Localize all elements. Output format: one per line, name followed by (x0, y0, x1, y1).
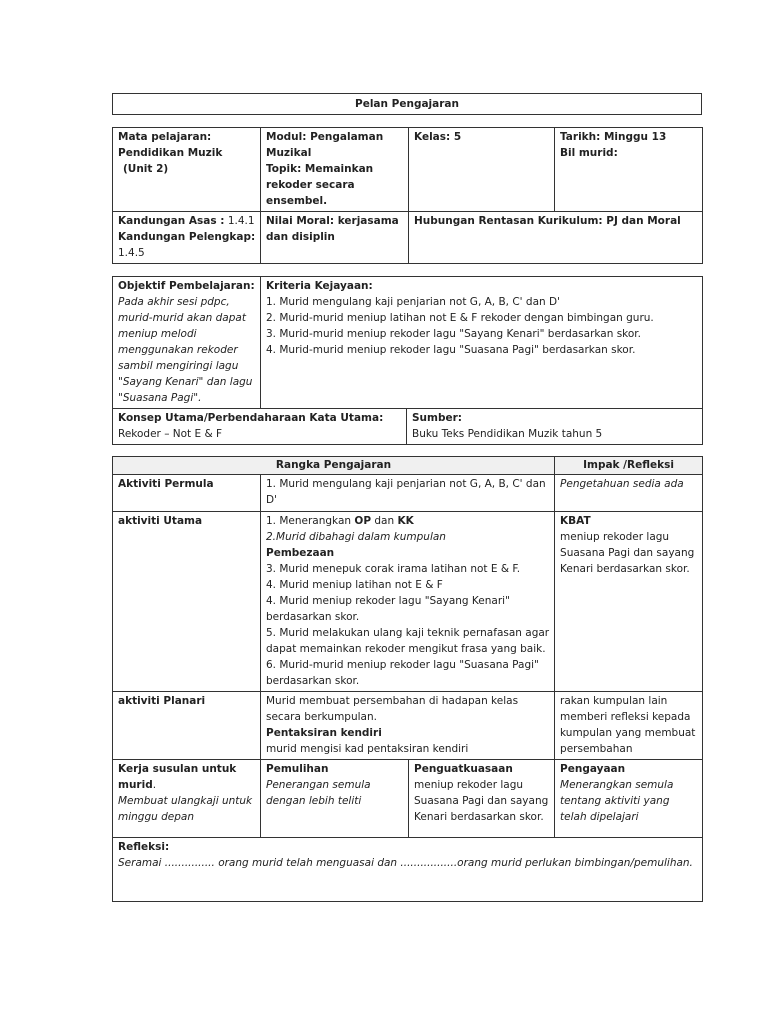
main-activity-cell (261, 512, 555, 692)
criteria-cell (261, 277, 703, 409)
kbat-label: KBAT (560, 515, 591, 527)
module: Modul: Pengalaman Muzikal (266, 131, 384, 159)
main-activity-label: aktiviti Utama (113, 512, 261, 692)
criteria-item: 3. Murid-murid meniup rekoder lagu "Sayang Kenari" berdasarkan skor. (266, 328, 642, 340)
concept-value: Rekoder – Not E & F (118, 428, 223, 440)
outline-header: Rangka Pengajaran (113, 457, 555, 475)
follow-up-label-post: . (152, 779, 157, 791)
teaching-outline-table (112, 456, 703, 902)
main-line2: 2.Murid dibahagi dalam kumpulan (266, 531, 446, 543)
date-cell (555, 128, 703, 212)
complementary-content-value: 1.4.5 (118, 247, 145, 259)
starter-text: 1. Murid mengulang kaji penjarian not G, A, B, C' dan D' (261, 475, 555, 512)
reinforcement-label: Penguatkuasaan (414, 763, 513, 775)
remedial-label: Pemulihan (266, 763, 329, 775)
main-line7: 6. Murid-murid meniup rekoder lagu "Suasana Pagi" berdasarkan skor. (266, 659, 539, 687)
follow-up-label-bold: murid (118, 779, 153, 791)
main-line1-mid: dan (371, 515, 398, 527)
kbat-text: meniup rekoder lagu Suasana Pagi dan sayang Kenari berdasarkan skor. (560, 531, 695, 575)
moral-value: Nilai Moral: kerjasama dan disiplin (266, 215, 399, 243)
follow-up-cell (113, 760, 261, 838)
subject-cell (113, 128, 261, 212)
main-line4: 4. Murid meniup latihan not E & F (266, 579, 443, 591)
objective-text: Pada akhir sesi pdpc, murid-murid akan dapat meniup melodi menggunakan rekoder sambil mengiringi lagu "Sayang Kenari" dan lagu "Suasana Pagi". (118, 296, 253, 404)
class-cell (409, 128, 555, 212)
basic-content-label: Kandungan Asas : (118, 215, 225, 227)
remedial-cell (261, 760, 409, 838)
cross-curriculum: Hubungan Rentasan Kurikulum: PJ dan Moral (414, 215, 681, 227)
starter-impact: Pengetahuan sedia ada (555, 475, 703, 512)
subject-value: Pendidikan Muzik (118, 147, 223, 159)
cross-curriculum-cell (409, 212, 703, 264)
starter-label: Aktiviti Permula (113, 475, 261, 512)
source-cell (407, 409, 703, 445)
topic: Topik: Memainkan rekoder secara ensembel. (266, 163, 374, 207)
date: Tarikh: Minggu 13 (560, 131, 667, 143)
main-line1-op: OP (354, 515, 372, 527)
reflection-label: Refleksi: (118, 841, 170, 853)
page-title: Pelan Pengajaran (113, 94, 702, 115)
main-line1-kk: KK (397, 515, 414, 527)
source-label: Sumber: (412, 412, 462, 424)
closing-activity-label: aktiviti Planari (113, 692, 261, 760)
reflection-text: Seramai ............... orang murid telah menguasai dan .................orang murid perlukan bimbingan/pemulihan. (118, 857, 693, 869)
remedial-text: Penerangan semula dengan lebih teliti (266, 779, 371, 807)
self-assessment-label: Pentaksiran kendiri (266, 727, 382, 739)
unit: (Unit 2) (123, 163, 169, 175)
closing-impact: rakan kumpulan lain memberi refleksi kepada kumpulan yang membuat persembahan (555, 692, 703, 760)
content-standard-cell (113, 212, 261, 264)
enrichment-label: Pengayaan (560, 763, 626, 775)
reinforcement-cell (409, 760, 555, 838)
criteria-item: 1. Murid mengulang kaji penjarian not G, A, B, C' dan D' (266, 296, 560, 308)
differentiation-label: Pembezaan (266, 547, 335, 559)
enrichment-text: Menerangkan semula tentang aktiviti yang telah dipelajari (560, 779, 674, 823)
follow-up-label-pre: Kerja susulan untuk (118, 763, 237, 775)
main-line5: 4. Murid meniup rekoder lagu "Sayang Kenari" berdasarkan skor. (266, 595, 510, 623)
main-impact-cell (555, 512, 703, 692)
basic-content-value: 1.4.1 (227, 215, 255, 227)
moral-value-cell (261, 212, 409, 264)
criteria-item: 2. Murid-murid meniup latihan not E & F rekoder dengan bimbingan guru. (266, 312, 654, 324)
enrichment-cell (555, 760, 703, 838)
main-line6: 5. Murid melakukan ulang kaji teknik pernafasan agar dapat memainkan rekoder mengikut frasa yang baik. (266, 627, 550, 655)
main-line1-pre: 1. Menerangkan (266, 515, 355, 527)
criteria-item: 4. Murid-murid meniup rekoder lagu "Suasana Pagi" berdasarkan skor. (266, 344, 636, 356)
main-line3: 3. Murid menepuk corak irama latihan not E & F. (266, 563, 521, 575)
closing-text: Murid membuat persembahan di hadapan kelas secara berkumpulan. (266, 695, 519, 723)
concept-cell (113, 409, 407, 445)
source-value: Buku Teks Pendidikan Muzik tahun 5 (412, 428, 603, 440)
closing-activity-cell (261, 692, 555, 760)
subject-label: Mata pelajaran: (118, 131, 212, 143)
reinforcement-text: meniup rekoder lagu Suasana Pagi dan sayang Kenari berdasarkan skor. (414, 779, 549, 823)
module-cell (261, 128, 409, 212)
reflection-cell (113, 838, 703, 902)
follow-up-text: Membuat ulangkaji untuk minggu depan (118, 795, 253, 823)
student-count: Bil murid: (560, 147, 618, 159)
info-table (112, 127, 703, 264)
criteria-label: Kriteria Kejayaan: (266, 280, 373, 292)
title-table (112, 93, 702, 115)
objective-table (112, 276, 703, 445)
objective-cell (113, 277, 261, 409)
impact-header: Impak /Refleksi (555, 457, 703, 475)
class: Kelas: 5 (414, 131, 462, 143)
objective-label: Objektif Pembelajaran: (118, 280, 255, 292)
complementary-content-label: Kandungan Pelengkap: (118, 231, 256, 243)
self-assessment-text: murid mengisi kad pentaksiran kendiri (266, 743, 469, 755)
concept-label: Konsep Utama/Perbendaharaan Kata Utama: (118, 412, 384, 424)
